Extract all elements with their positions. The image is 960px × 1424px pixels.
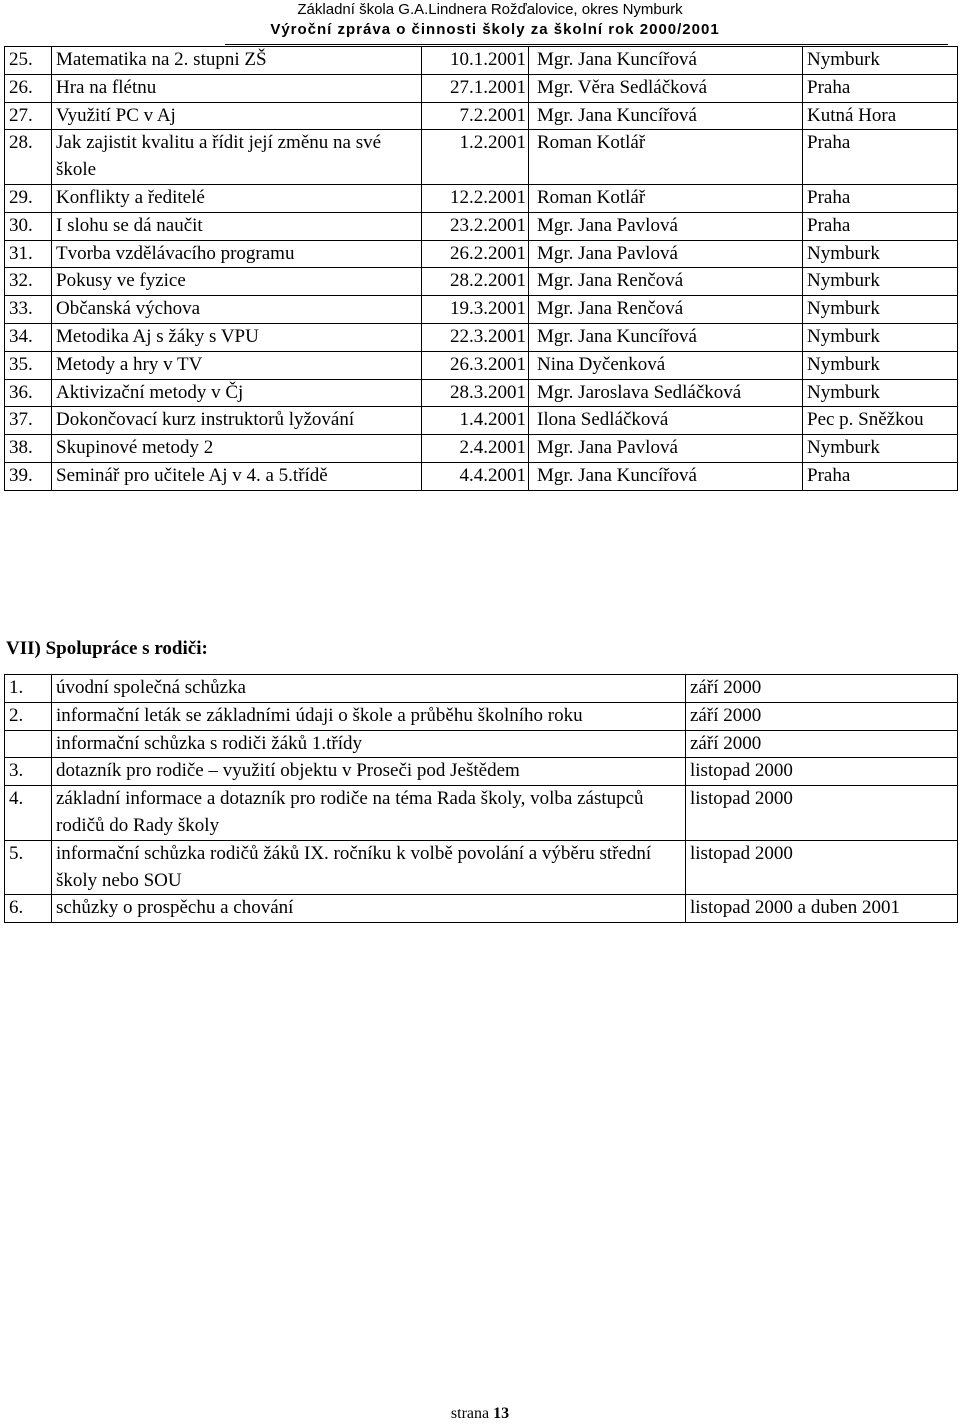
- course-title: Hra na flétnu: [52, 74, 422, 102]
- course-place: Pec p. Sněžkou: [803, 407, 958, 435]
- course-lecturer: Mgr. Jaroslava Sedláčková: [529, 379, 803, 407]
- course-title: Tvorba vzdělávacího programu: [52, 240, 422, 268]
- course-number: 31.: [5, 240, 52, 268]
- course-lecturer: Mgr. Jana Pavlová: [529, 435, 803, 463]
- activity-date: listopad 2000 a duben 2001: [686, 895, 958, 923]
- activity-date: listopad 2000: [686, 758, 958, 786]
- course-lecturer: Mgr. Jana Renčová: [529, 296, 803, 324]
- course-place: Nymburk: [803, 351, 958, 379]
- activity-description: dotazník pro rodiče – využití objektu v Proseči pod Ještědem: [52, 758, 686, 786]
- course-number: 33.: [5, 296, 52, 324]
- course-number: 28.: [5, 130, 52, 185]
- activity-date: listopad 2000: [686, 840, 958, 895]
- course-place: Praha: [803, 74, 958, 102]
- table-row: [5, 895, 958, 923]
- table-row: [5, 268, 958, 296]
- course-number: 35.: [5, 351, 52, 379]
- course-date: 27.1.2001: [422, 74, 529, 102]
- course-title: I slohu se dá naučit: [52, 212, 422, 240]
- course-title: Skupinové metody 2: [52, 435, 422, 463]
- parents-table-body: [5, 675, 958, 923]
- course-date: 1.4.2001: [422, 407, 529, 435]
- activity-number: 3.: [5, 758, 52, 786]
- page-footer: [0, 1404, 960, 1424]
- table-row: [5, 379, 958, 407]
- course-title: Metody a hry v TV: [52, 351, 422, 379]
- course-lecturer: Mgr. Jana Kuncířová: [529, 323, 803, 351]
- course-date: 10.1.2001: [422, 47, 529, 75]
- courses-table-body: [5, 47, 958, 491]
- course-title: Využití PC v Aj: [52, 102, 422, 130]
- activity-number: [5, 730, 52, 758]
- course-place: Nymburk: [803, 379, 958, 407]
- course-number: 39.: [5, 462, 52, 490]
- course-number: 38.: [5, 435, 52, 463]
- course-lecturer: Ilona Sedláčková: [529, 407, 803, 435]
- activity-description: základní informace a dotazník pro rodiče na téma Rada školy, volba zástupců rodičů do Rady školy: [52, 786, 686, 841]
- activity-number: 2.: [5, 702, 52, 730]
- course-number: 37.: [5, 407, 52, 435]
- course-place: Nymburk: [803, 296, 958, 324]
- course-lecturer: Mgr. Jana Kuncířová: [529, 102, 803, 130]
- table-row: [5, 840, 958, 895]
- course-title: Matematika na 2. stupni ZŠ: [52, 47, 422, 75]
- page-header: [0, 0, 960, 46]
- table-row: [5, 407, 958, 435]
- table-row: [5, 758, 958, 786]
- table-row: [5, 296, 958, 324]
- course-number: 30.: [5, 212, 52, 240]
- courses-table: [4, 46, 958, 491]
- course-number: 36.: [5, 379, 52, 407]
- course-lecturer: Mgr. Věra Sedláčková: [529, 74, 803, 102]
- table-row: [5, 240, 958, 268]
- activity-date: září 2000: [686, 675, 958, 703]
- activity-number: 1.: [5, 675, 52, 703]
- course-date: 1.2.2001: [422, 130, 529, 185]
- activity-number: 4.: [5, 786, 52, 841]
- course-lecturer: Roman Kotlář: [529, 184, 803, 212]
- course-title: Občanská výchova: [52, 296, 422, 324]
- course-date: 22.3.2001: [422, 323, 529, 351]
- course-place: Nymburk: [803, 47, 958, 75]
- page-label: strana: [450, 1405, 490, 1422]
- activity-number: 6.: [5, 895, 52, 923]
- table-row: [5, 47, 958, 75]
- course-title: Pokusy ve fyzice: [52, 268, 422, 296]
- activity-description: schůzky o prospěchu a chování: [52, 895, 686, 923]
- course-title: Jak zajistit kvalitu a řídit její změnu na své škole: [52, 130, 422, 185]
- activity-description: úvodní společná schůzka: [52, 675, 686, 703]
- course-date: 4.4.2001: [422, 462, 529, 490]
- course-number: 29.: [5, 184, 52, 212]
- course-date: 12.2.2001: [422, 184, 529, 212]
- course-date: 28.3.2001: [422, 379, 529, 407]
- course-lecturer: Mgr. Jana Pavlová: [529, 212, 803, 240]
- table-row: [5, 184, 958, 212]
- activity-description: informační schůzka rodičů žáků IX. ročníku k volbě povolání a výběru střední školy nebo SOU: [52, 840, 686, 895]
- course-lecturer: Mgr. Jana Kuncířová: [529, 47, 803, 75]
- course-number: 26.: [5, 74, 52, 102]
- course-lecturer: Mgr. Jana Pavlová: [529, 240, 803, 268]
- course-lecturer: Mgr. Jana Renčová: [529, 268, 803, 296]
- parents-table: [4, 674, 958, 923]
- table-row: [5, 435, 958, 463]
- activity-date: listopad 2000: [686, 786, 958, 841]
- table-row: [5, 786, 958, 841]
- course-place: Nymburk: [803, 435, 958, 463]
- table-row: [5, 102, 958, 130]
- course-number: 27.: [5, 102, 52, 130]
- course-place: Praha: [803, 462, 958, 490]
- course-date: 26.3.2001: [422, 351, 529, 379]
- course-place: Nymburk: [803, 240, 958, 268]
- table-row: [5, 212, 958, 240]
- course-place: Nymburk: [803, 323, 958, 351]
- table-row: [5, 730, 958, 758]
- table-row: [5, 702, 958, 730]
- table-row: [5, 130, 958, 185]
- course-lecturer: Roman Kotlář: [529, 130, 803, 185]
- page-number: 13: [493, 1405, 510, 1422]
- parents-section-title: VII) Spolupráce s rodiči:: [6, 638, 208, 659]
- course-title: Seminář pro učitele Aj v 4. a 5.třídě: [52, 462, 422, 490]
- table-row: [5, 323, 958, 351]
- table-row: [5, 74, 958, 102]
- activity-description: informační schůzka s rodiči žáků 1.třídy: [52, 730, 686, 758]
- course-title: Konflikty a ředitelé: [52, 184, 422, 212]
- course-date: 28.2.2001: [422, 268, 529, 296]
- course-place: Nymburk: [803, 268, 958, 296]
- activity-date: září 2000: [686, 702, 958, 730]
- course-number: 32.: [5, 268, 52, 296]
- course-place: Praha: [803, 184, 958, 212]
- course-title: Aktivizační metody v Čj: [52, 379, 422, 407]
- course-place: Praha: [803, 212, 958, 240]
- activity-description: informační leták se základními údaji o škole a průběhu školního roku: [52, 702, 686, 730]
- school-name: Základní škola G.A.Lindnera Rožďalovice, okres Nymburk: [297, 1, 683, 18]
- course-date: 23.2.2001: [422, 212, 529, 240]
- course-place: Praha: [803, 130, 958, 185]
- table-row: [5, 462, 958, 490]
- table-row: [5, 675, 958, 703]
- course-lecturer: Nina Dyčenková: [529, 351, 803, 379]
- course-number: 34.: [5, 323, 52, 351]
- course-date: 7.2.2001: [422, 102, 529, 130]
- header-rule: [225, 44, 948, 45]
- activity-date: září 2000: [686, 730, 958, 758]
- course-title: Dokončovací kurz instruktorů lyžování: [52, 407, 422, 435]
- course-place: Kutná Hora: [803, 102, 958, 130]
- course-number: 25.: [5, 47, 52, 75]
- course-date: 26.2.2001: [422, 240, 529, 268]
- report-title: Výroční zpráva o činnosti školy za školní rok 2000/2001: [270, 21, 720, 38]
- activity-number: 5.: [5, 840, 52, 895]
- course-lecturer: Mgr. Jana Kuncířová: [529, 462, 803, 490]
- course-date: 19.3.2001: [422, 296, 529, 324]
- table-row: [5, 351, 958, 379]
- course-date: 2.4.2001: [422, 435, 529, 463]
- course-title: Metodika Aj s žáky s VPU: [52, 323, 422, 351]
